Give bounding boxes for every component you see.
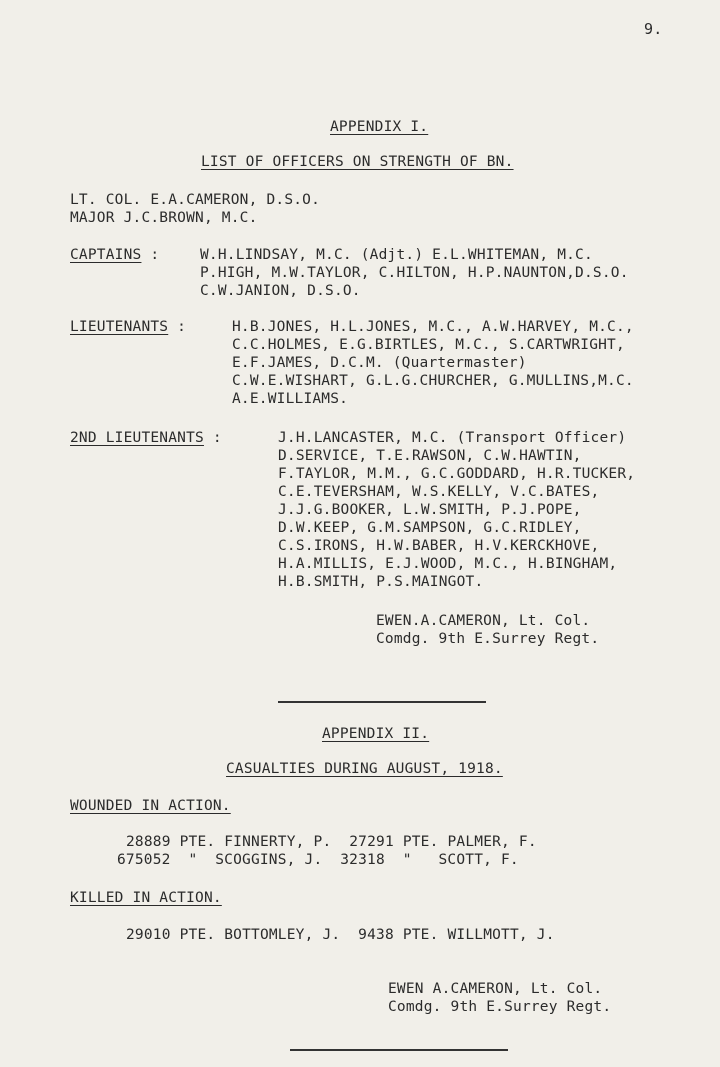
lieutenants-line: C.C.HOLMES, E.G.BIRTLES, M.C., S.CARTWRIGHT, [232,337,625,353]
lieutenants-line: C.W.E.WISHART, G.L.G.CHURCHER, G.MULLINS,M.C. [232,373,634,389]
lieutenants-label-row: LIEUTENANTS : [70,319,187,335]
wounded-label: WOUNDED IN ACTION. [70,798,231,814]
wounded-row: 675052 " SCOGGINS, J. 32318 " SCOTT, F. [117,852,519,868]
lieutenants-line: E.F.JAMES, D.C.M. (Quartermaster) [232,355,527,371]
captains-label: CAPTAINS [70,247,142,263]
appendix-1-heading: APPENDIX I. [330,119,429,135]
senior-officer-line: MAJOR J.C.BROWN, M.C. [70,210,258,226]
second-lieutenants-line: H.B.SMITH, P.S.MAINGOT. [278,574,484,590]
signature-line: Comdg. 9th E.Surrey Regt. [376,631,600,647]
second-lieutenants-line: H.A.MILLIS, E.J.WOOD, M.C., H.BINGHAM, [278,556,618,572]
second-lieutenants-line: F.TAYLOR, M.M., G.C.GODDARD, H.R.TUCKER, [278,466,636,482]
second-lieutenants-line: D.W.KEEP, G.M.SAMPSON, G.C.RIDLEY, [278,520,582,536]
lieutenants-line: H.B.JONES, H.L.JONES, M.C., A.W.HARVEY, M.C., [232,319,634,335]
second-lieutenants-line: D.SERVICE, T.E.RAWSON, C.W.HAWTIN, [278,448,582,464]
killed-label: KILLED IN ACTION. [70,890,222,906]
captains-line: W.H.LINDSAY, M.C. (Adjt.) E.L.WHITEMAN, M.C. [200,247,593,263]
second-lieutenants-line: J.J.G.BOOKER, L.W.SMITH, P.J.POPE, [278,502,582,518]
captains-line: C.W.JANION, D.S.O. [200,283,361,299]
appendix-1-title: LIST OF OFFICERS ON STRENGTH OF BN. [201,154,514,170]
signature-line: EWEN.A.CAMERON, Lt. Col. [376,613,591,629]
killed-row: 29010 PTE. BOTTOMLEY, J. 9438 PTE. WILLMOTT, J. [126,927,555,943]
wounded-row: 28889 PTE. FINNERTY, P. 27291 PTE. PALMER, F. [126,834,537,850]
second-lieutenants-line: C.S.IRONS, H.W.BABER, H.V.KERCKHOVE, [278,538,600,554]
signature-line: EWEN A.CAMERON, Lt. Col. [388,981,603,997]
captains-line: P.HIGH, M.W.TAYLOR, C.HILTON, H.P.NAUNTON,D.S.O. [200,265,629,281]
section-divider [278,701,486,703]
appendix-2-heading: APPENDIX II. [322,726,430,742]
second-lieutenants-label-row: 2ND LIEUTENANTS : [70,430,222,446]
lieutenants-line: A.E.WILLIAMS. [232,391,349,407]
senior-officer-line: LT. COL. E.A.CAMERON, D.S.O. [70,192,321,208]
second-lieutenants-line: J.H.LANCASTER, M.C. (Transport Officer) [278,430,627,446]
appendix-2-title: CASUALTIES DURING AUGUST, 1918. [226,761,503,777]
section-divider [290,1049,508,1051]
second-lieutenants-line: C.E.TEVERSHAM, W.S.KELLY, V.C.BATES, [278,484,600,500]
lieutenants-label: LIEUTENANTS [70,319,169,335]
second-lieutenants-label: 2ND LIEUTENANTS [70,430,204,446]
page-number: 9. [644,20,663,38]
signature-line: Comdg. 9th E.Surrey Regt. [388,999,612,1015]
captains-label-row: CAPTAINS : [70,247,160,263]
